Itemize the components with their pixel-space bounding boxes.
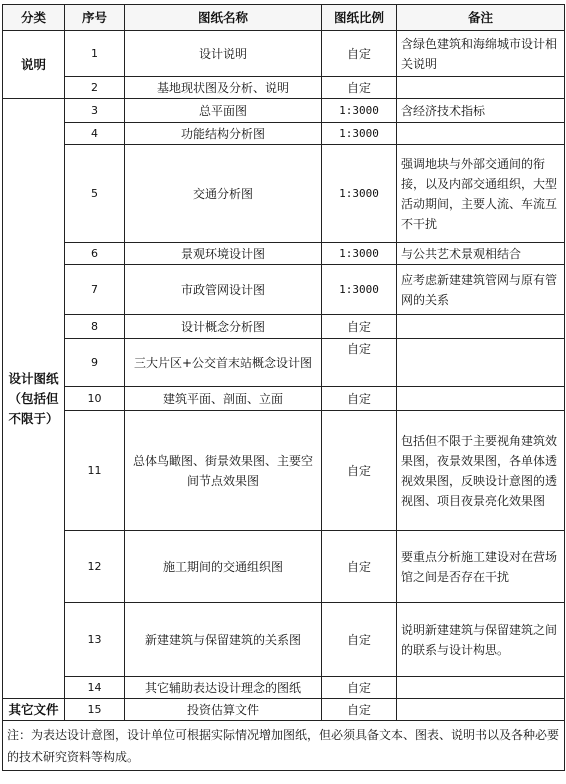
drawing-name: 市政管网设计图 bbox=[125, 265, 322, 315]
drawing-remark: 与公共艺术景观相结合 bbox=[397, 243, 565, 265]
drawing-remark bbox=[397, 677, 565, 699]
drawing-remark bbox=[397, 387, 565, 411]
row-number: 10 bbox=[65, 387, 125, 411]
drawing-scale: 自定 bbox=[322, 315, 397, 339]
drawing-remark: 说明新建建筑与保留建筑之间的联系与设计构思。 bbox=[397, 603, 565, 677]
drawing-name: 功能结构分析图 bbox=[125, 123, 322, 145]
row-number: 7 bbox=[65, 265, 125, 315]
drawing-name: 总平面图 bbox=[125, 99, 322, 123]
table-row bbox=[3, 99, 565, 123]
drawing-scale: 自定 bbox=[322, 387, 397, 411]
drawing-name: 设计概念分析图 bbox=[125, 315, 322, 339]
drawing-scale: 1:3000 bbox=[322, 145, 397, 243]
row-number: 2 bbox=[65, 77, 125, 99]
drawing-name: 交通分析图 bbox=[125, 145, 322, 243]
drawing-scale: 自定 bbox=[322, 411, 397, 531]
drawing-remark: 强调地块与外部交通间的衔接，以及内部交通组织，大型活动期间，主要人流、车流互不干扰 bbox=[397, 145, 565, 243]
drawing-name: 景观环境设计图 bbox=[125, 243, 322, 265]
row-number: 6 bbox=[65, 243, 125, 265]
drawing-scale: 1:3000 bbox=[322, 99, 397, 123]
table-row bbox=[3, 77, 565, 99]
drawing-scale: 自定 bbox=[322, 31, 397, 77]
header-category: 分类 bbox=[3, 5, 65, 31]
row-number: 15 bbox=[65, 699, 125, 721]
drawing-scale: 1:3000 bbox=[322, 243, 397, 265]
row-number: 4 bbox=[65, 123, 125, 145]
drawing-scale: 自定 bbox=[322, 531, 397, 603]
table-row bbox=[3, 265, 565, 315]
table-row bbox=[3, 699, 565, 721]
category-description: 说明 bbox=[3, 31, 65, 99]
drawing-name: 总体鸟瞰图、街景效果图、主要空间节点效果图 bbox=[125, 411, 322, 531]
drawing-scale: 自定 bbox=[322, 77, 397, 99]
header-scale: 图纸比例 bbox=[322, 5, 397, 31]
table-row bbox=[3, 603, 565, 677]
drawing-remark: 要重点分析施工建设对在营场馆之间是否存在干扰 bbox=[397, 531, 565, 603]
drawing-remark bbox=[397, 699, 565, 721]
drawing-name: 基地现状图及分析、说明 bbox=[125, 77, 322, 99]
drawing-scale: 自定 bbox=[322, 677, 397, 699]
table-row bbox=[3, 339, 565, 387]
row-number: 9 bbox=[65, 339, 125, 387]
table-row bbox=[3, 387, 565, 411]
drawing-remark bbox=[397, 123, 565, 145]
category-design-drawings: 设计图纸（包括但不限于） bbox=[3, 99, 65, 699]
category-other-files: 其它文件 bbox=[3, 699, 65, 721]
table-row bbox=[3, 315, 565, 339]
table-row bbox=[3, 145, 565, 243]
header-row bbox=[3, 5, 565, 31]
drawing-name: 设计说明 bbox=[125, 31, 322, 77]
drawing-scale: 自定 bbox=[322, 339, 397, 387]
header-remark: 备注 bbox=[397, 5, 565, 31]
drawing-scale: 1:3000 bbox=[322, 123, 397, 145]
note-row bbox=[3, 721, 565, 771]
drawing-name: 投资估算文件 bbox=[125, 699, 322, 721]
table-row bbox=[3, 123, 565, 145]
row-number: 14 bbox=[65, 677, 125, 699]
row-number: 13 bbox=[65, 603, 125, 677]
drawing-scale: 自定 bbox=[322, 603, 397, 677]
drawing-remark bbox=[397, 315, 565, 339]
drawing-remark bbox=[397, 77, 565, 99]
drawing-scale: 自定 bbox=[322, 699, 397, 721]
drawing-name: 建筑平面、剖面、立面 bbox=[125, 387, 322, 411]
table-row bbox=[3, 677, 565, 699]
row-number: 5 bbox=[65, 145, 125, 243]
row-number: 12 bbox=[65, 531, 125, 603]
table-row bbox=[3, 31, 565, 77]
drawing-name: 三大片区+公交首末站概念设计图 bbox=[125, 339, 322, 387]
drawing-remark: 包括但不限于主要视角建筑效果图，夜景效果图，各单体透视效果图，反映设计意图的透视图、项目夜景亮化效果图 bbox=[397, 411, 565, 531]
row-number: 3 bbox=[65, 99, 125, 123]
drawing-remark: 含经济技术指标 bbox=[397, 99, 565, 123]
drawing-list-table bbox=[2, 4, 565, 771]
table-row bbox=[3, 531, 565, 603]
row-number: 8 bbox=[65, 315, 125, 339]
drawing-remark bbox=[397, 339, 565, 387]
table-note: 注：为表达设计意图，设计单位可根据实际情况增加图纸，但必须具备文本、图表、说明书以及各种必要的技术研究资料等构成。 bbox=[3, 721, 565, 771]
drawing-scale: 1:3000 bbox=[322, 265, 397, 315]
row-number: 1 bbox=[65, 31, 125, 77]
table-row bbox=[3, 243, 565, 265]
row-number: 11 bbox=[65, 411, 125, 531]
header-number: 序号 bbox=[65, 5, 125, 31]
drawing-remark: 应考虑新建建筑管网与原有管网的关系 bbox=[397, 265, 565, 315]
table-row bbox=[3, 411, 565, 531]
header-drawing-name: 图纸名称 bbox=[125, 5, 322, 31]
drawing-name: 新建建筑与保留建筑的关系图 bbox=[125, 603, 322, 677]
drawing-remark: 含绿色建筑和海绵城市设计相关说明 bbox=[397, 31, 565, 77]
drawing-name: 其它辅助表达设计理念的图纸 bbox=[125, 677, 322, 699]
drawing-name: 施工期间的交通组织图 bbox=[125, 531, 322, 603]
